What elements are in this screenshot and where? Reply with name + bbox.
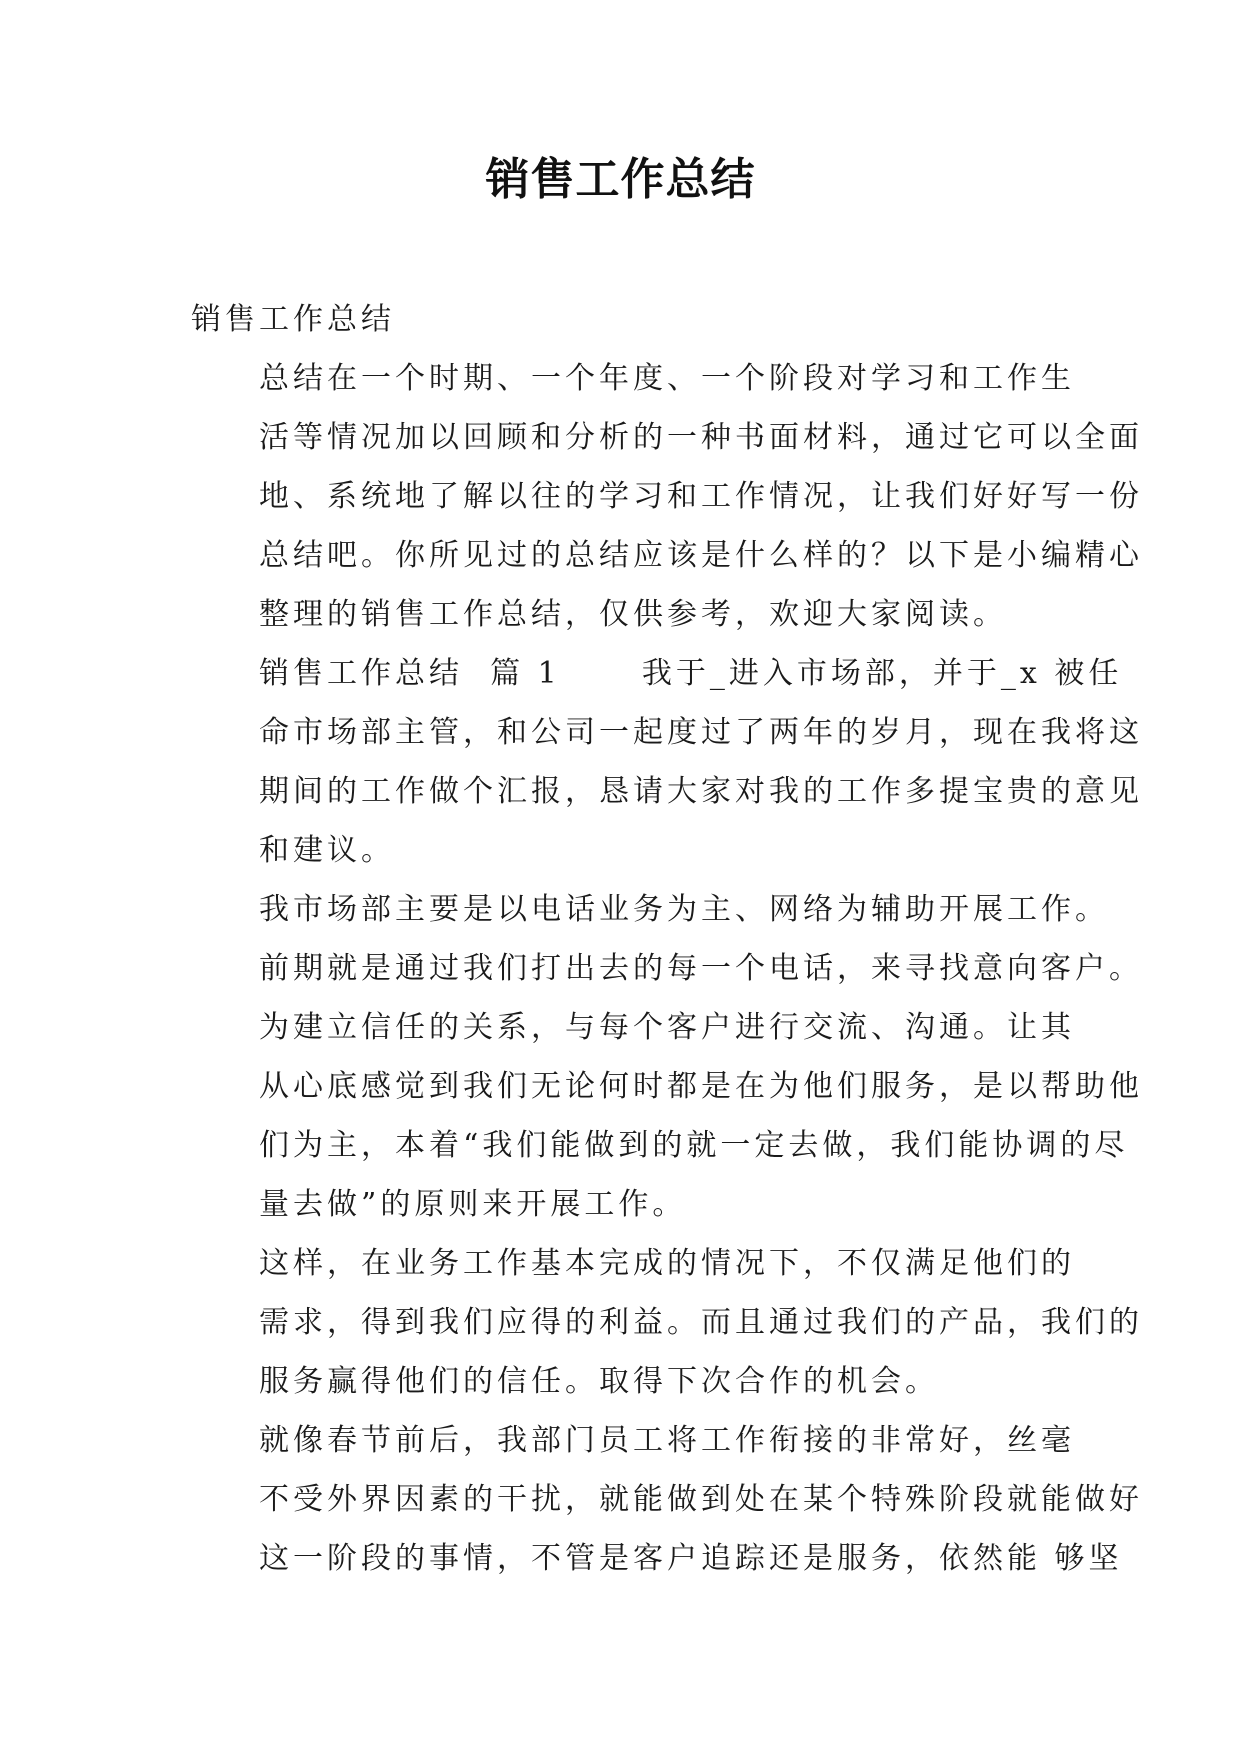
text-line: 这样，在业务工作基本完成的情况下，不仅满足他们的 (259, 1246, 1075, 1281)
paragraph-spring-festival (191, 1411, 1143, 1588)
text-line: 销售工作总结 篇 1 我于_进入市场部，并于_x 被任 (259, 656, 1123, 691)
text-line: 量去做”的原则来开展工作。 (259, 1187, 687, 1222)
text-line: 我市场部主要是以电话业务为主、网络为辅助开展工作。 (259, 892, 1109, 927)
text-line: 这一阶段的事情，不管是客户追踪还是服务，依然能 够坚 (259, 1541, 1123, 1576)
text-line: 从心底感觉到我们无论何时都是在为他们服务，是以帮助他 (259, 1069, 1143, 1104)
text-line: 不受外界因素的干扰，就能做到处在某个特殊阶段就能做好 (259, 1482, 1143, 1517)
text-line: 整理的销售工作总结，仅供参考，欢迎大家阅读。 (259, 597, 1007, 632)
text-line: 前期就是通过我们打出去的每一个电话，来寻找意向客户。 (259, 951, 1143, 986)
text-line: 服务赢得他们的信任。取得下次合作的机会。 (259, 1364, 939, 1399)
text-line: 们为主，本着“我们能做到的就一定去做，我们能协调的尽 (259, 1128, 1129, 1163)
paragraph-results (191, 1234, 1143, 1411)
text-line: 总结在一个时期、一个年度、一个阶段对学习和工作生 (259, 361, 1075, 396)
paragraph-intro (191, 349, 1143, 644)
text-line: 总结吧。你所见过的总结应该是什么样的？以下是小编精心 (259, 538, 1143, 573)
text-line: 期间的工作做个汇报，恳请大家对我的工作多提宝贵的意见 (259, 774, 1143, 809)
text-line: 需求，得到我们应得的利益。而且通过我们的产品，我们的 (259, 1305, 1143, 1340)
text-line: 为建立信任的关系，与每个客户进行交流、沟通。让其 (259, 1010, 1075, 1045)
text-line: 和建议。 (259, 833, 395, 868)
document-body (191, 290, 1143, 1588)
text-line: 就像春节前后，我部门员工将工作衔接的非常好，丝毫 (259, 1423, 1075, 1458)
text-line: 地、系统地了解以往的学习和工作情况，让我们好好写一份 (259, 479, 1143, 514)
text-line: 命市场部主管，和公司一起度过了两年的岁月，现在我将这 (259, 715, 1143, 750)
document-title: 销售工作总结 (485, 154, 756, 205)
subtitle-line: 销售工作总结 (191, 302, 395, 337)
paragraph-trust (191, 998, 1143, 1234)
paragraph-market-dept (191, 880, 1143, 998)
text-line: 活等情况加以回顾和分析的一种书面材料，通过它可以全面 (259, 420, 1143, 455)
document-subtitle (191, 290, 1061, 349)
paragraph-part-1 (191, 644, 1143, 880)
